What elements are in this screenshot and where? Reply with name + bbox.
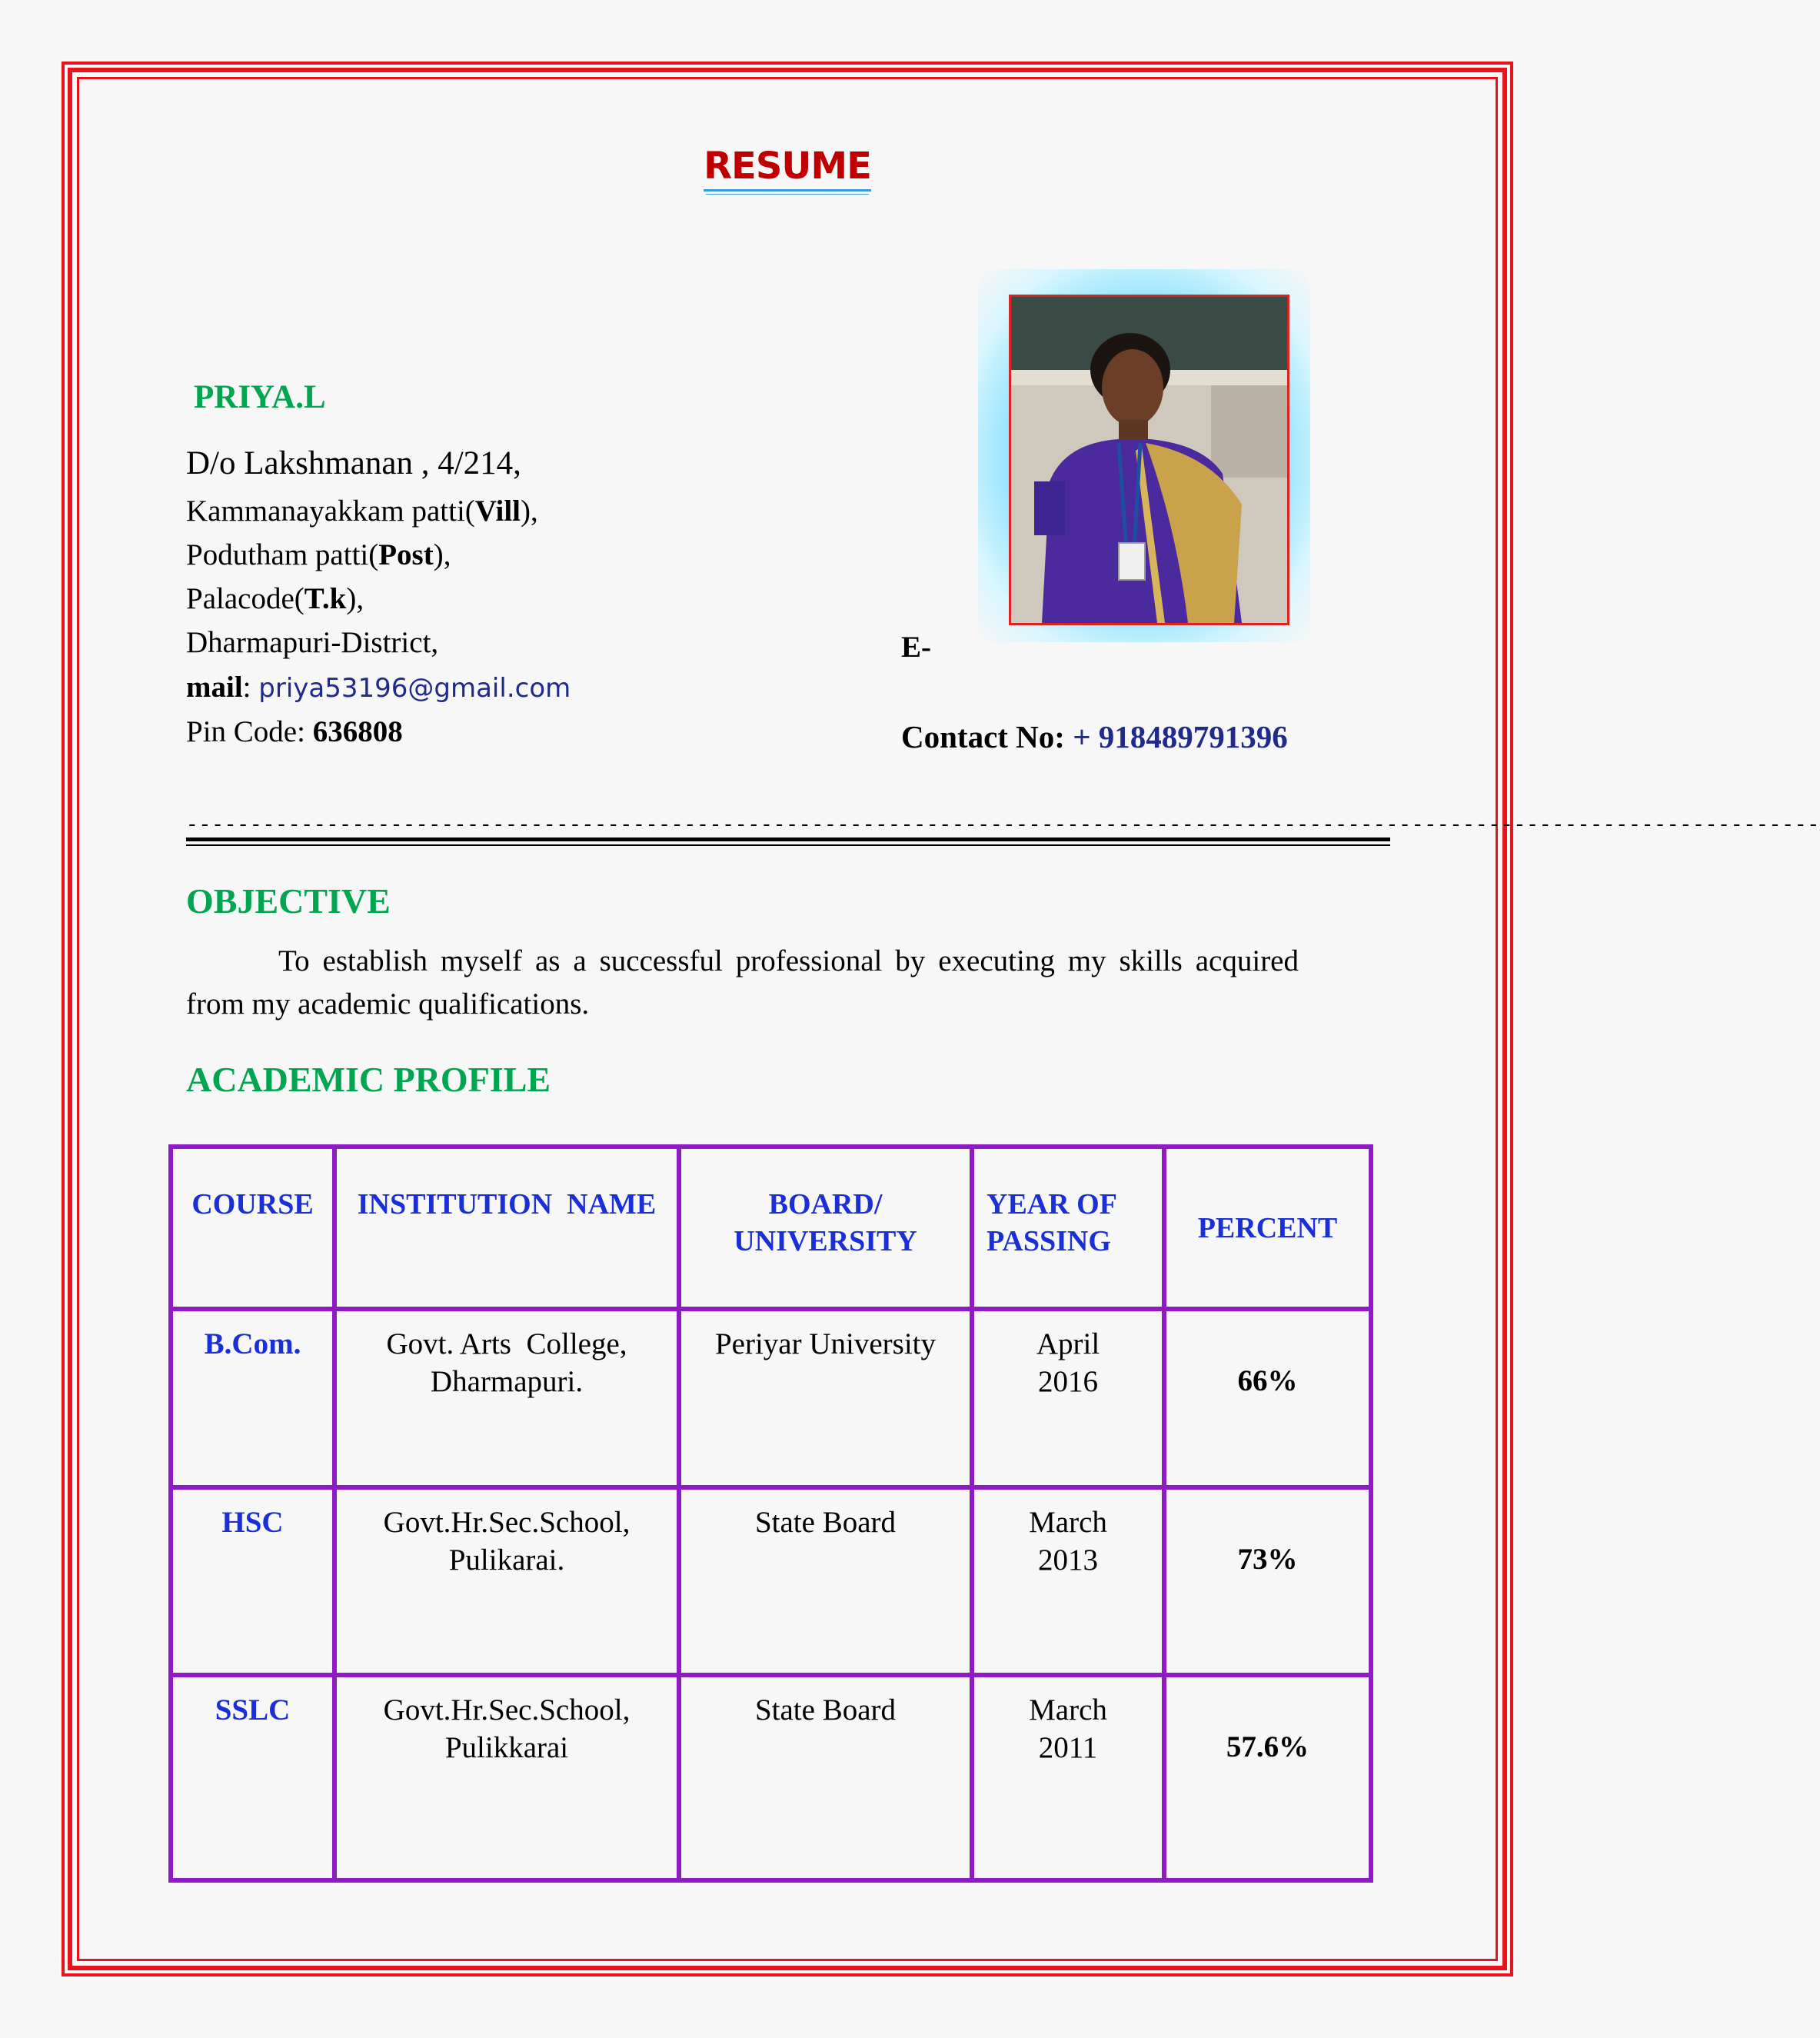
separator-thin-rule: [186, 844, 1390, 846]
cell-institution: Govt.Hr.Sec.School, Pulikkarai: [334, 1675, 679, 1880]
email-line: mail: priya53196@gmail.com: [186, 671, 571, 704]
cell-percent: 73%: [1164, 1487, 1371, 1675]
cell-course: B.Com.: [171, 1309, 334, 1487]
cell-percent: 57.6%: [1164, 1675, 1371, 1880]
header-percent: PERCENT: [1164, 1147, 1371, 1309]
cell-percent: 66%: [1164, 1309, 1371, 1487]
email-label-prefix: E-: [901, 631, 931, 664]
address-line-1: D/o Lakshmanan , 4/214,: [186, 445, 521, 481]
address-line-3: Podutham patti(Post),: [186, 538, 451, 571]
cell-institution: Govt.Hr.Sec.School, Pulikarai.: [334, 1487, 679, 1675]
address-line-2: Kammanayakkam patti(Vill),: [186, 495, 538, 528]
candidate-name: PRIYA.L: [194, 379, 326, 415]
dashed-separator: --------------------------------------------------------------------------------------------------------------------------------: [186, 814, 1820, 837]
objective-text: To establish myself as a successful professional by executing my skills acquired from my academic qualifications.: [186, 944, 1299, 1021]
table-header-row: [171, 1147, 1371, 1309]
academic-table: [168, 1144, 1373, 1883]
cell-institution: Govt. Arts College, Dharmapuri.: [334, 1309, 679, 1487]
pin-code-line: Pin Code: 636808: [186, 715, 403, 748]
table-row: [171, 1675, 1371, 1880]
academic-profile-heading: ACADEMIC PROFILE: [186, 1060, 551, 1099]
objective-heading: OBJECTIVE: [186, 881, 391, 921]
table-row: [171, 1309, 1371, 1487]
cell-course: SSLC: [171, 1675, 334, 1880]
cell-year: April 2016: [972, 1309, 1164, 1487]
cell-board: State Board: [679, 1675, 972, 1880]
resume-title: RESUME: [0, 145, 1575, 191]
header-year: YEAR OF PASSING: [972, 1147, 1164, 1309]
address-line-4: Palacode(T.k),: [186, 582, 364, 615]
cell-board: State Board: [679, 1487, 972, 1675]
header-institution: INSTITUTION NAME: [334, 1147, 679, 1309]
email-value[interactable]: priya53196@gmail.com: [258, 673, 571, 704]
cell-board: Periyar University: [679, 1309, 972, 1487]
cell-course: HSC: [171, 1487, 334, 1675]
cell-year: March 2011: [972, 1675, 1164, 1880]
cell-year: March 2013: [972, 1487, 1164, 1675]
address-line-5: Dharmapuri-District,: [186, 626, 439, 659]
header-board: BOARD/ UNIVERSITY: [679, 1147, 972, 1309]
separator-thick-rule: [186, 838, 1390, 841]
table-row: [171, 1487, 1371, 1675]
header-course: COURSE: [171, 1147, 334, 1309]
contact-number: Contact No: + 918489791396: [901, 719, 1288, 754]
person-photo: [1009, 295, 1289, 625]
